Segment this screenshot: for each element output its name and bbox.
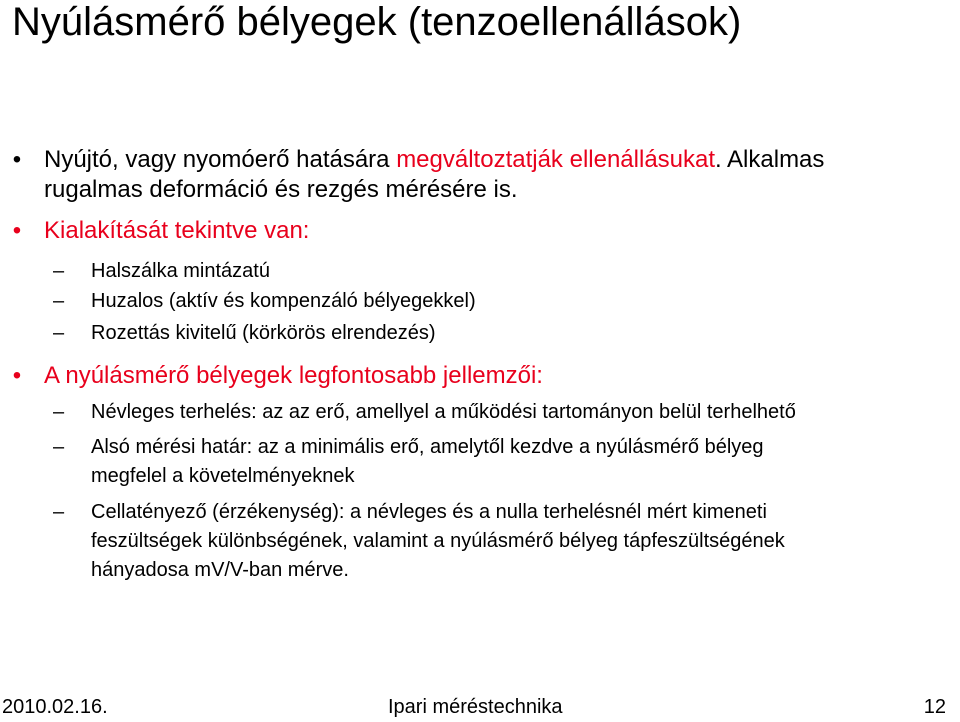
sub-bullet-3-2 [53,433,764,461]
bullet-3-text: A nyúlásmérő bélyegek legfontosabb jellemzői: [44,362,543,389]
bullet-1-highlight: megváltoztatják ellenállásukat [396,146,716,173]
footer-course: Ipari méréstechnika [388,696,563,718]
sub-bullet-3-3-line-2: feszültségek különbségének, valamint a nyúlásmérő bélyeg tápfeszültségének [91,530,785,552]
sub-bullet-3-2-text: Alsó mérési határ: az a minimális erő, amelytől kezdve a nyúlásmérő bélyeg [91,436,764,458]
sub-bullet-3-2-line-2: megfelel a követelményeknek [91,465,355,487]
sub-bullet-2-3 [53,319,436,347]
sub-bullet-2-1 [53,257,270,285]
dash-icon: – [53,501,65,523]
bullet-1 [12,145,825,175]
bullet-dot-icon: • [12,362,22,389]
footer-page-number: 12 [923,696,946,718]
sub-bullet-3-1 [53,398,796,426]
dash-icon: – [53,322,65,344]
bullet-1-text-a: Nyújtó, vagy nyomóerő hatására [44,146,397,173]
sub-bullet-2-1-text: Halszálka mintázatú [91,260,270,282]
dash-icon: – [53,401,65,423]
dash-icon: – [53,290,65,312]
bullet-2-text: Kialakítását tekintve van: [44,217,310,244]
sub-bullet-3-3-text: Cellatényező (érzékenység): a névleges és a nulla terhelésnél mért kimeneti [91,501,767,523]
dash-icon: – [53,260,65,282]
bullet-2 [12,216,310,246]
bullet-1-text-b: . Alkalmas [715,146,825,173]
dash-icon: – [53,436,65,458]
bullet-1-line-2: rugalmas deformáció és rezgés mérésére is. [44,176,518,203]
slide-title: Nyúlásmérő bélyegek (tenzoellenállások) [12,0,742,44]
sub-bullet-3-3 [53,498,767,526]
sub-bullet-2-3-text: Rozettás kivitelű (körkörös elrendezés) [91,322,436,344]
bullet-dot-icon: • [12,146,22,173]
sub-bullet-3-1-text: Névleges terhelés: az az erő, amellyel a működési tartományon belül terhelhető [91,401,796,423]
sub-bullet-3-3-line-3: hányadosa mV/V-ban mérve. [91,559,349,581]
bullet-dot-icon: • [12,217,22,244]
sub-bullet-2-2 [53,287,476,315]
sub-bullet-2-2-text: Huzalos (aktív és kompenzáló bélyegekkel) [91,290,476,312]
bullet-3 [12,361,543,391]
footer-date: 2010.02.16. [2,696,108,718]
